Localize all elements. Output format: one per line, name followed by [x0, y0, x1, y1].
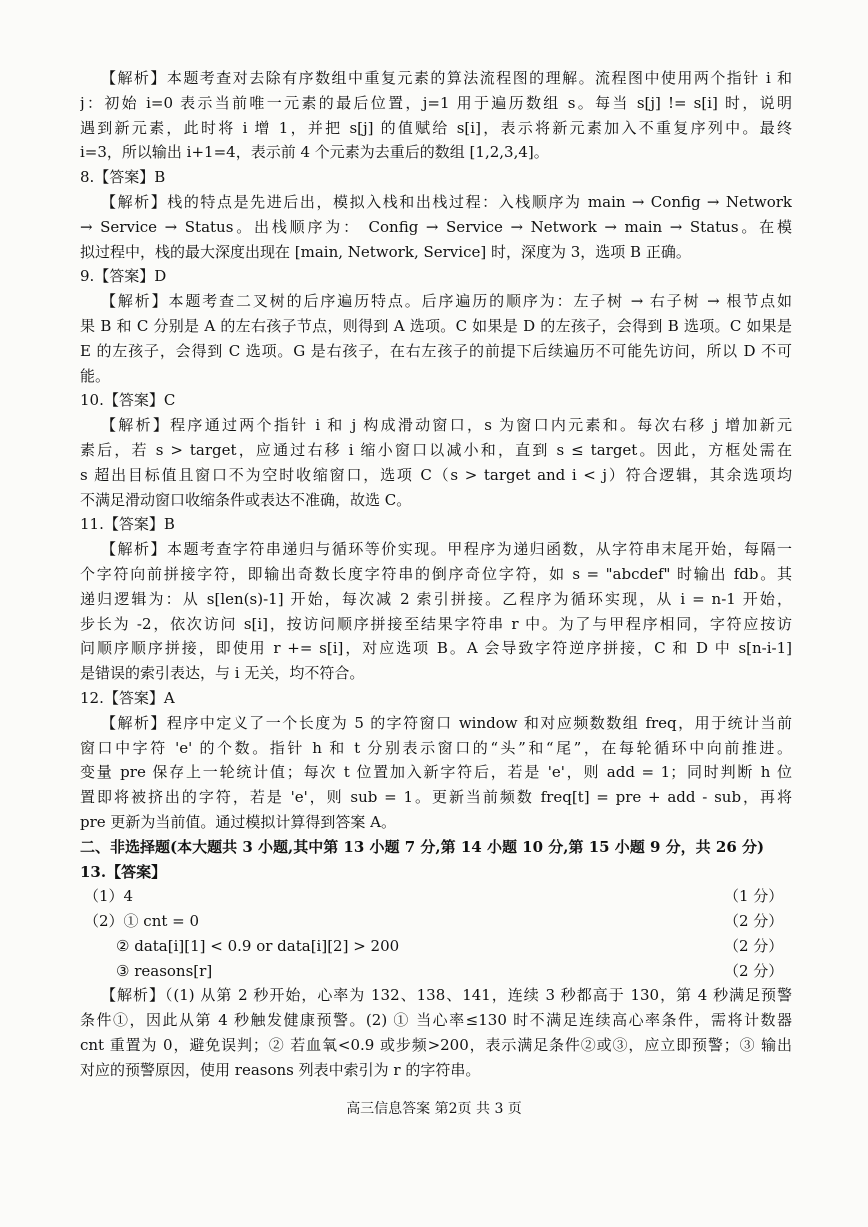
text-line: pre 更新为当前值。通过模拟计算得到答案 A。 [80, 812, 397, 831]
text-line: 递归逻辑为：从 s[len(s)-1] 开始，每次减 2 索引拼接。乙程序为循环实现，从 i = n-1 开始， [80, 589, 792, 608]
text-line: 变量 pre 保存上一轮统计值；每次 t 位置加入新字符后，若是 'e'，则 add = 1；同时判断 h 位 [80, 763, 792, 782]
text-line: 【解析】栈的特点是先进后出，模拟入栈和出栈过程：入栈顺序为 main → Config → Network [101, 192, 792, 211]
text-line: 【解析】（(1) 从第 2 秒开始，心率为 132、138、141，连续 3 秒都高于 130，第 4 秒满足预警 [101, 986, 792, 1005]
text-line: 能。 [80, 366, 111, 385]
text-line: 12.【答案】A [80, 688, 175, 707]
text-line: 11.【答案】B [80, 515, 175, 534]
score-row [80, 909, 792, 934]
text-line: 素后，若 s > target，应通过右移 i 缩小窗口以减小和，直到 s ≤ target。因此，方框处需在 [80, 440, 792, 459]
text-line: 是错误的索引表达，与 i 无关，均不符合。 [80, 664, 365, 683]
text-line: 遇到新元素，此时将 i 增 1，并把 s[j] 的值赋给 s[i]，表示将新元素加入不重复序列中。最终 [80, 118, 792, 137]
text-line: 【解析】程序中定义了一个长度为 5 的字符窗口 window 和对应频数数组 freq，用于统计当前 [101, 713, 792, 732]
page-content [80, 66, 792, 1083]
score-row [80, 934, 792, 959]
score-answer-text: ② data[i][1] < 0.9 or data[i][2] > 200 [116, 936, 400, 955]
score-row [80, 959, 792, 984]
answer-text-block [80, 66, 792, 835]
text-line: cnt 重置为 0，避免误判；② 若血氧<0.9 或步频>200，表示满足条件②或③，应立即预警；③ 输出 [80, 1036, 792, 1055]
text-line: 问顺序顺序拼接，即使用 r += s[i]，对应选项 B。A 会导致字符逆序拼接，C 和 D 中 s[n-i-1] [80, 639, 792, 658]
text-line: 个字符向前拼接字符，即输出奇数长度字符串的倒序奇位字符，如 s = "abcdef" 时输出 fdb。其 [80, 564, 792, 583]
text-line: 置即将被挤出的字符，若是 'e'，则 sub = 1。更新当前频数 freq[t] = pre + add - sub，再将 [80, 788, 792, 807]
score-points: （1 分） [724, 887, 784, 906]
text-line: 窗口中字符 'e' 的个数。指针 h 和 t 分别表示窗口的“头”和“尾”，在每轮循环中向前推进。 [80, 738, 792, 757]
text-line: → Service → Status。出栈顺序为： Config → Service → Network → main → Status。在模 [80, 217, 792, 236]
text-line: 【解析】本题考查二叉树的后序遍历特点。后序遍历的顺序为：左子树 → 右子树 → 根节点如 [101, 292, 792, 311]
text-line: 不满足滑动窗口收缩条件或表达不准确，故选 C。 [80, 490, 412, 509]
text-line: 【解析】本题考查对去除有序数组中重复元素的算法流程图的理解。流程图中使用两个指针 i 和 [101, 69, 792, 87]
q13-score-list [80, 884, 792, 983]
text-line: 条件①，因此从第 4 秒触发健康预警。(2) ① 当心率≤130 时不满足连续高心率条件，需将计数器 [80, 1011, 792, 1030]
q13-answer-heading: 13.【答案】 [80, 862, 167, 881]
score-row [80, 884, 792, 909]
text-line: 8.【答案】B [80, 168, 166, 187]
page-footer: 高三信息答案 第2页 共 3 页 [346, 1101, 522, 1117]
text-line: 步长为 -2，依次访问 s[i]，按访问顺序拼接至结果字符串 r 中。为了与甲程序相同，字符应按访 [80, 614, 792, 633]
score-answer-text: （2）① cnt = 0 [84, 912, 200, 931]
score-answer-text: ③ reasons[r] [116, 961, 213, 980]
score-points: （2 分） [724, 961, 784, 980]
text-line: s 超出目标值且窗口不为空时收缩窗口，选项 C（s > target and i < j）符合逻辑，其余选项均 [80, 465, 792, 484]
text-line: 果 B 和 C 分别是 A 的左右孩子节点，则得到 A 选项。C 如果是 D 的左孩子，会得到 B 选项。C 如果是 [80, 316, 792, 335]
q13-analysis [80, 983, 792, 1082]
text-line: 拟过程中，栈的最大深度出现在 [main, Network, Service] 时，深度为 3，选项 B 正确。 [80, 242, 691, 261]
score-answer-text: （1）4 [84, 887, 134, 906]
text-line: 对应的预警原因，使用 reasons 列表中索引为 r 的字符串。 [80, 1060, 481, 1079]
text-line: 10.【答案】C [80, 391, 176, 410]
score-points: （2 分） [724, 936, 784, 955]
text-line: 【解析】本题考查字符串递归与循环等价实现。甲程序为递归函数，从字符串末尾开始，每隔一 [101, 540, 792, 559]
text-line: E 的左孩子，会得到 C 选项。G 是右孩子，在右左孩子的前提下后续遍历不可能先访问，所以 D 不可 [80, 341, 792, 360]
section-title: 二、非选择题(本大题共 3 小题,其中第 13 小题 7 分,第 14 小题 10 分,第 15 小题 9 分，共 26 分) [80, 837, 765, 856]
score-points: （2 分） [724, 912, 784, 931]
text-line: i=3，所以输出 i+1=4，表示前 4 个元素为去重后的数组 [1,2,3,4]。 [80, 143, 549, 162]
text-line: 【解析】程序通过两个指针 i 和 j 构成滑动窗口，s 为窗口内元素和。每次右移 j 增加新元 [101, 416, 792, 435]
text-line: j：初始 i=0 表示当前唯一元素的最后位置，j=1 用于遍历数组 s。每当 s[j] != s[i] 时，说明 [80, 93, 792, 112]
text-line: 9.【答案】D [80, 267, 167, 286]
